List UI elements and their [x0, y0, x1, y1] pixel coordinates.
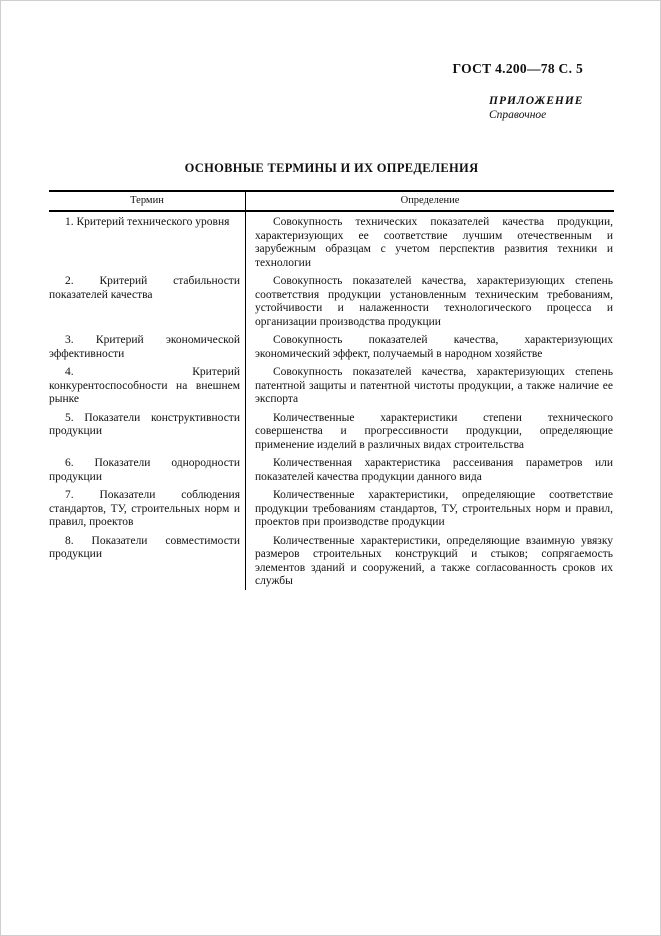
- table-body: [49, 212, 614, 590]
- page-title: ОСНОВНЫЕ ТЕРМИНЫ И ИХ ОПРЕДЕЛЕНИЯ: [184, 161, 479, 175]
- table-row: [49, 485, 614, 531]
- definition-cell: Совокупность показателей качества, характеризующих степень патентной защиты и патентной чистоты продукции, а также наличие ее экспорта: [255, 366, 613, 405]
- table-row: [49, 212, 614, 271]
- table-row: [49, 271, 614, 330]
- term-cell: 1. Критерий технического уровня: [49, 212, 246, 271]
- page-content: [1, 1, 660, 590]
- document-reference: ГОСТ 4.200—78 С. 5: [452, 61, 583, 76]
- table-header-term: Термин: [49, 192, 246, 210]
- appendix-type: Справочное: [489, 109, 547, 121]
- term-cell: 8. Показатели совместимости продукции: [49, 531, 246, 590]
- appendix-label: ПРИЛОЖЕНИЕ: [489, 95, 584, 107]
- term-cell: 2. Критерий стабильности показателей качества: [49, 271, 246, 330]
- table-row: [49, 453, 614, 485]
- table-row: [49, 362, 614, 408]
- table-header-row: [49, 192, 614, 212]
- term-cell: 6. Показатели однородности продукции: [49, 453, 246, 485]
- term-cell: 5. Показатели конструктивности продукции: [49, 408, 246, 454]
- definition-cell: Количественная характеристика рассеивания параметров или показателей качества продукции данного вида: [255, 457, 613, 483]
- definition-cell: Совокупность показателей качества, характеризующих степень соответствия продукции установленным техническим требованиям, устойчивости и налаженности технологического процесса и организации производства продукции: [255, 275, 613, 328]
- table-row: [49, 531, 614, 590]
- definition-cell: Совокупность технических показателей качества продукции, характеризующих ее соответствие лучшим отечественным и зарубежным образцам с учетом перспектив развития техники и технологии: [255, 216, 613, 269]
- definition-cell: Количественные характеристики, определяющие соответствие продукции требованиям стандартов, ТУ, строительных норм и правил, проектов при производстве продукции: [255, 489, 613, 528]
- term-cell: 4. Критерий конкурентоспособности на внешнем рынке: [49, 362, 246, 408]
- definition-cell: Количественные характеристики степени технического совершенства и прогрессивности продукции, определяющие применение изделий в различных видах строительства: [255, 411, 613, 451]
- table-row: [49, 408, 614, 454]
- term-cell: 7. Показатели соблюдения стандартов, ТУ, строительных норм и правил, проектов: [49, 485, 246, 531]
- term-cell: 3. Критерий экономической эффективности: [49, 330, 246, 362]
- definition-cell: Количественные характеристики, определяющие взаимную увязку размеров строительных конструкций и стыков; сопрягаемость элементов зданий и сооружений, а также согласованность сроков их службы: [255, 534, 613, 587]
- terms-table: [49, 190, 614, 590]
- definition-cell: Совокупность показателей качества, характеризующих экономический эффект, получаемый в народном хозяйстве: [255, 334, 613, 360]
- table-header-definition: Определение: [400, 195, 460, 206]
- appendix-block: [489, 94, 614, 122]
- table-row: [49, 330, 614, 362]
